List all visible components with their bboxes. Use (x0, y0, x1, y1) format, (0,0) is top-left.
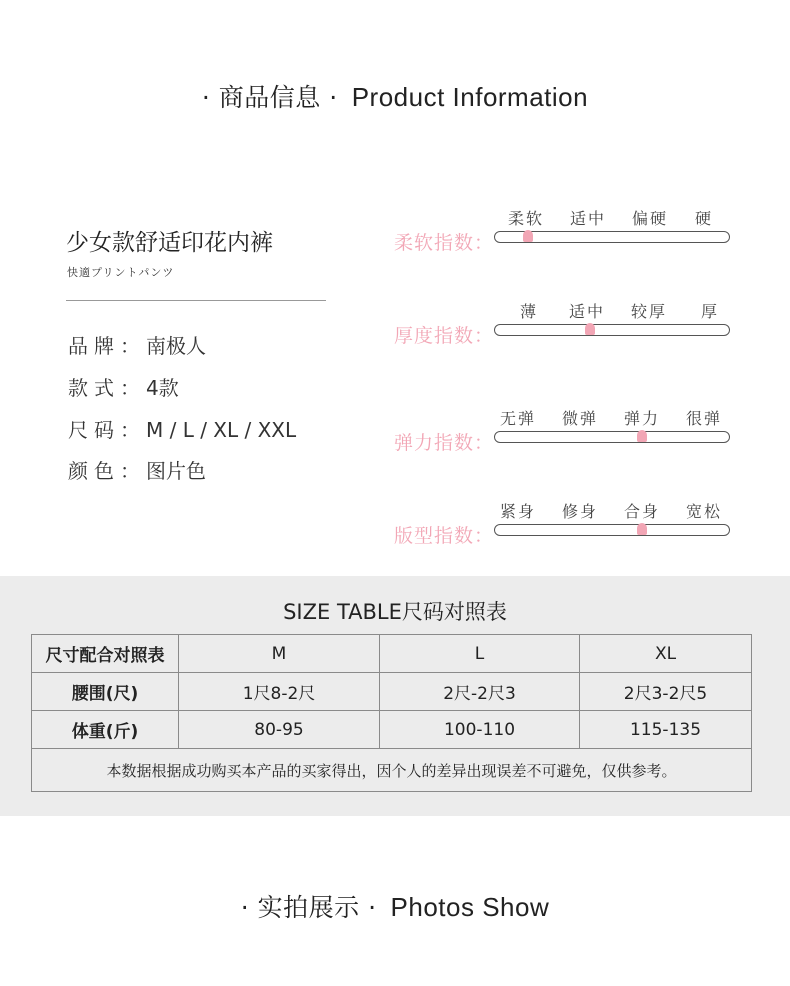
index-level: 适中 (569, 302, 606, 321)
index-levels (494, 206, 734, 228)
index-marker (523, 230, 533, 242)
index-softness (394, 206, 734, 266)
index-track (494, 524, 730, 536)
photos-show-title (0, 888, 790, 924)
divider (66, 300, 326, 301)
index-label: 柔软指数： (394, 232, 495, 254)
index-level: 宽松 (686, 502, 723, 521)
spec-size (68, 414, 296, 443)
spec-style (68, 372, 179, 401)
index-marker (637, 523, 647, 535)
index-level: 薄 (520, 302, 539, 321)
index-level: 较厚 (631, 302, 668, 321)
index-levels (494, 406, 734, 428)
table-note-row (32, 749, 752, 792)
index-elasticity (394, 406, 734, 466)
index-label: 弹力指数： (394, 432, 495, 454)
index-levels (494, 499, 734, 521)
index-level: 微弹 (562, 409, 599, 428)
photos-show-title-cn: · 实拍展示 · (240, 893, 377, 922)
table-row (32, 673, 752, 711)
spec-brand (68, 330, 206, 359)
size-table-title: SIZE TABLE尺码对照表 (283, 600, 507, 624)
index-level: 柔软 (508, 209, 545, 228)
index-marker (637, 430, 647, 442)
table-cell: 100-110 (380, 711, 580, 749)
index-level: 厚 (701, 302, 720, 321)
spec-label: 款式： (68, 376, 146, 400)
spec-label: 颜色： (68, 459, 146, 483)
index-track (494, 324, 730, 336)
spec-label: 尺码： (68, 418, 146, 442)
table-cell: 115-135 (580, 711, 752, 749)
table-header-cell: 尺寸配合对照表 (32, 635, 179, 673)
spec-value: 图片色 (146, 459, 206, 483)
index-levels (494, 299, 734, 321)
index-label: 厚度指数： (394, 325, 495, 347)
product-info-title-en: Product Information (351, 82, 589, 112)
index-level: 合身 (624, 502, 661, 521)
spec-label: 品牌： (68, 334, 146, 358)
index-level: 适中 (570, 209, 607, 228)
product-info-title (0, 78, 790, 114)
index-level: 紧身 (500, 502, 537, 521)
index-fit (394, 499, 734, 559)
index-level: 弹力 (624, 409, 661, 428)
table-header-cell: M (179, 635, 380, 673)
table-header-cell: XL (580, 635, 752, 673)
index-label: 版型指数： (394, 525, 495, 547)
index-track (494, 231, 730, 243)
spec-color (68, 455, 206, 484)
index-level: 偏硬 (632, 209, 669, 228)
product-name: 少女款舒适印花内裤 (66, 230, 273, 256)
product-info-title-cn: · 商品信息 · (201, 83, 338, 112)
table-cell: 2尺3-2尺5 (580, 673, 752, 711)
table-header-cell: L (380, 635, 580, 673)
product-subtitle: 快適プリントパンツ (67, 266, 175, 279)
index-track (494, 431, 730, 443)
spec-value: 南极人 (146, 334, 206, 358)
index-level: 无弹 (500, 409, 537, 428)
table-cell: 80-95 (179, 711, 380, 749)
spec-value: 4款 (146, 376, 179, 400)
table-note: 本数据根据成功购买本产品的买家得出，因个人的差异出现误差不可避免，仅供参考。 (32, 749, 752, 792)
table-row-head: 腰围(尺) (32, 673, 179, 711)
index-marker (585, 323, 595, 335)
table-row-head: 体重(斤) (32, 711, 179, 749)
photos-show-title-en: Photos Show (390, 892, 550, 922)
index-level: 很弹 (686, 409, 723, 428)
table-cell: 1尺8-2尺 (179, 673, 380, 711)
size-table (31, 634, 752, 792)
spec-value: M / L / XL / XXL (146, 418, 297, 442)
table-header-row (32, 635, 752, 673)
index-level: 修身 (562, 502, 599, 521)
index-level: 硬 (695, 209, 714, 228)
index-thickness (394, 299, 734, 359)
table-row (32, 711, 752, 749)
table-cell: 2尺-2尺3 (380, 673, 580, 711)
